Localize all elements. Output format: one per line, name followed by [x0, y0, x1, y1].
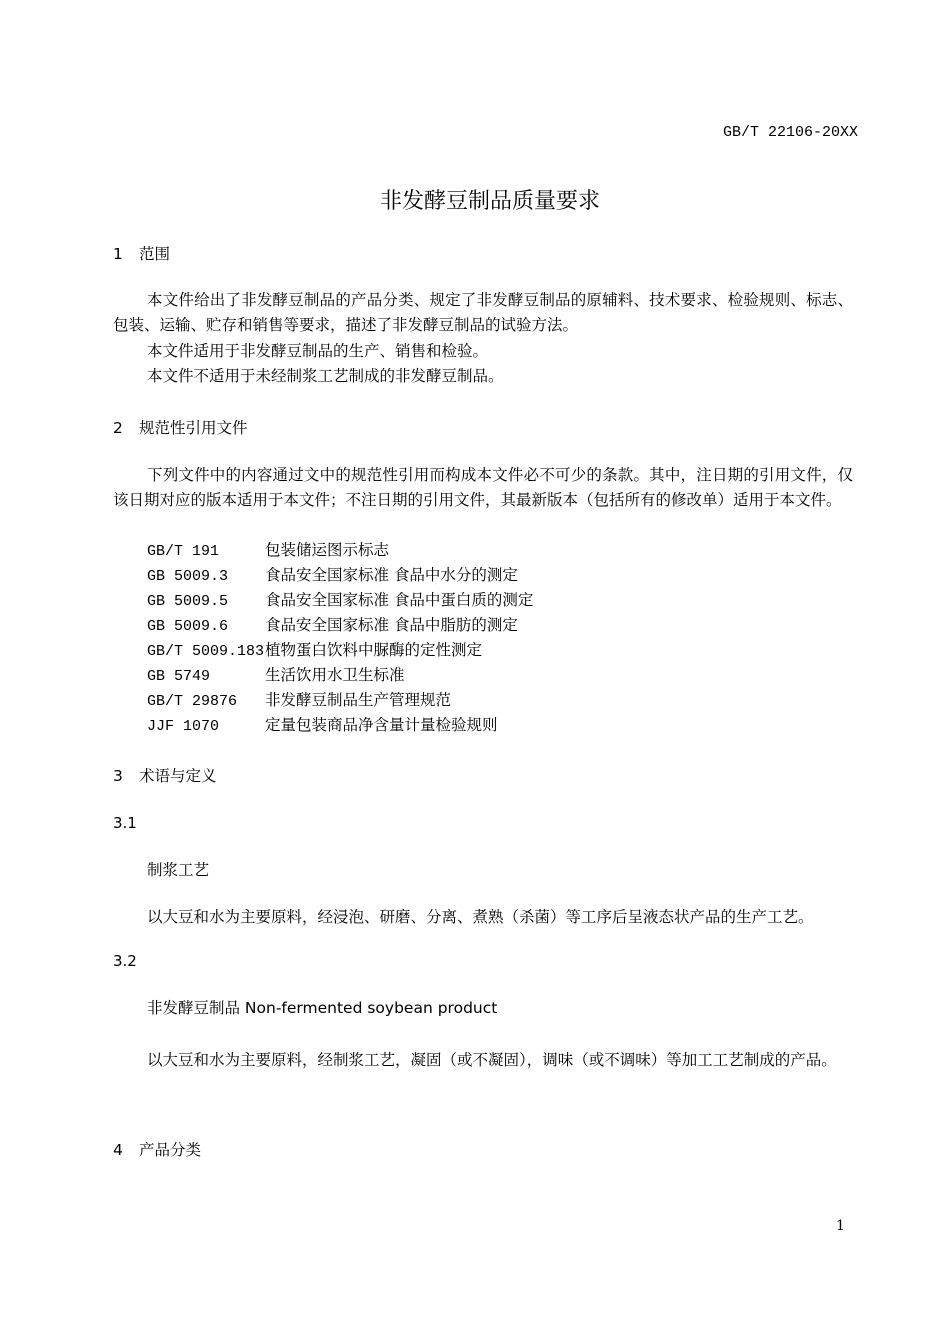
reference-item	[147, 663, 405, 689]
section-number: 2	[113, 419, 123, 437]
term-name: 制浆工艺	[147, 861, 210, 879]
reference-item	[147, 713, 498, 739]
term-definition: 以大豆和水为主要原料，经制浆工艺，凝固（或不凝固），调味（或不调味）等加工工艺制成的产品。	[147, 1051, 837, 1069]
section-heading-2	[113, 416, 248, 438]
term-definition: 以大豆和水为主要原料，经浸泡、研磨、分离、煮熟（杀菌）等工序后呈液态状产品的生产工艺。	[147, 908, 814, 926]
reference-code: GB 5009.3	[147, 568, 229, 585]
reference-title: 食品安全国家标准 食品中脂肪的测定	[265, 616, 518, 634]
reference-title: 生活饮用水卫生标准	[265, 666, 405, 684]
reference-title: 定量包装商品净含量计量检验规则	[265, 716, 498, 734]
reference-code: GB/T 5009.183	[147, 643, 265, 660]
section-heading-4	[113, 1138, 201, 1160]
section-heading-3	[113, 764, 217, 786]
reference-item	[147, 538, 389, 564]
reference-code: GB/T 29876	[147, 693, 238, 710]
reference-title: 食品安全国家标准 食品中蛋白质的测定	[265, 591, 534, 609]
section-title: 范围	[139, 245, 171, 263]
reference-code: GB 5009.6	[147, 618, 229, 635]
reference-title: 包装储运图示标志	[265, 541, 390, 559]
reference-title: 食品安全国家标准 食品中水分的测定	[265, 566, 518, 584]
term-number: 3.2	[113, 952, 137, 970]
page-title: 非发酵豆制品质量要求	[379, 189, 600, 214]
references-intro: 下列文件中的内容通过文中的规范性引用而构成本文件必不可少的条款。其中，注日期的引用文件，仅该日期对应的版本适用于本文件；不注日期的引用文件，其最新版本（包括所有的修改单）适用于本文件。	[113, 466, 853, 509]
reference-code: GB 5009.5	[147, 593, 229, 610]
section-title: 产品分类	[139, 1141, 202, 1159]
term-number: 3.1	[113, 814, 137, 832]
reference-item	[147, 688, 451, 714]
section-number: 4	[113, 1141, 123, 1159]
reference-title: 植物蛋白饮料中脲酶的定性测定	[265, 641, 483, 659]
section-number: 1	[113, 245, 123, 263]
page-number: 1	[836, 1218, 845, 1234]
section-number: 3	[113, 767, 123, 785]
reference-item	[147, 588, 533, 614]
reference-code: JJF 1070	[147, 718, 220, 735]
reference-item	[147, 563, 518, 589]
reference-code: GB/T 191	[147, 543, 220, 560]
reference-code: GB 5749	[147, 668, 211, 685]
section-title: 规范性引用文件	[139, 419, 248, 437]
reference-item	[147, 613, 518, 639]
scope-paragraph: 本文件适用于非发酵豆制品的生产、销售和检验。	[147, 342, 489, 360]
section-heading-1	[113, 242, 170, 264]
section-title: 术语与定义	[139, 767, 217, 785]
reference-item	[147, 638, 482, 664]
document-number: GB/T 22106-20XX	[722, 124, 858, 141]
scope-paragraph: 本文件给出了非发酵豆制品的产品分类、规定了非发酵豆制品的原辅料、技术要求、检验规则、标志、包装、运输、贮存和销售等要求，描述了非发酵豆制品的试验方法。	[113, 291, 853, 334]
scope-paragraph: 本文件不适用于未经制浆工艺制成的非发酵豆制品。	[147, 367, 504, 385]
term-name: 非发酵豆制品 Non-fermented soybean product	[147, 999, 498, 1017]
reference-title: 非发酵豆制品生产管理规范	[265, 691, 452, 709]
